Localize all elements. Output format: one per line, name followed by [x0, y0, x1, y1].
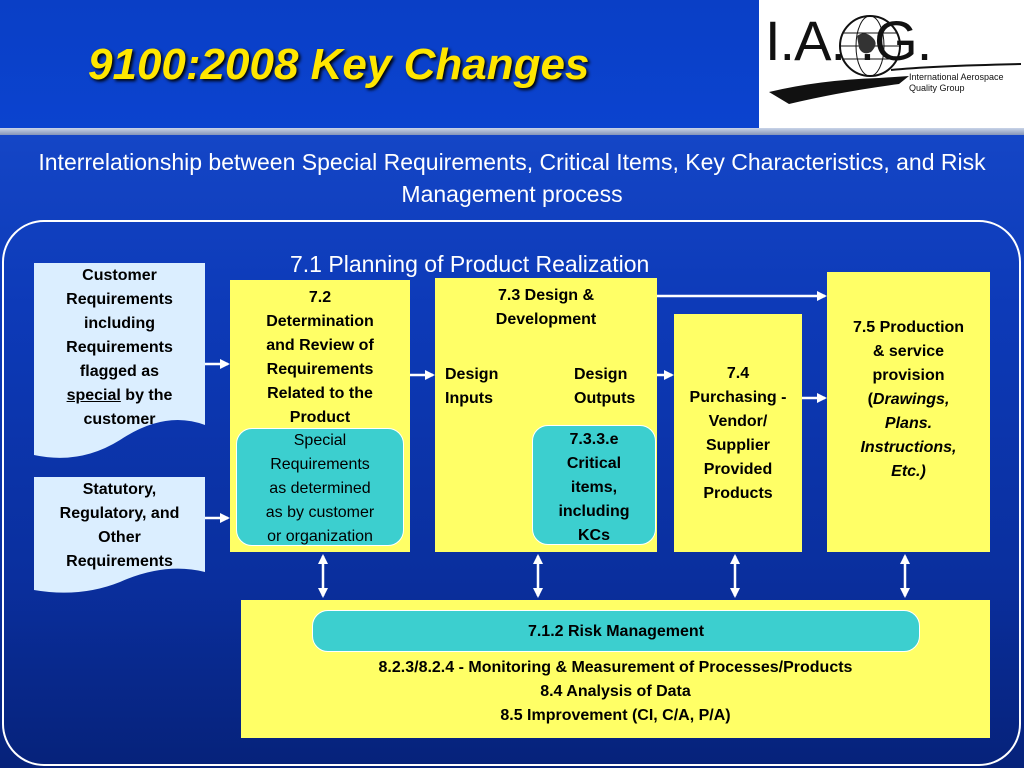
planning-label: 7.1 Planning of Product Realization [290, 251, 650, 277]
statutory-requirements-box: Statutory, Regulatory, and Other Requirements [59, 481, 180, 570]
customer-requirements-box: Customer Requirements including Requirements flagged as special by the customer [66, 267, 173, 428]
box-7-2-determination: 7.2 Determination and Review of Requirements Related to the Product [230, 280, 410, 552]
design-outputs-label: Design Outputs [574, 366, 636, 407]
critical-items-box: 7.3.3.e Critical items, including KCs [532, 425, 656, 545]
risk-management-bar: 7.1.2 Risk Management [312, 610, 920, 652]
box-7-5-production: 7.5 Production & service provision (Drawings, Plans. Instructions, Etc.) [827, 272, 990, 552]
design-inputs-label: Design Inputs [445, 366, 499, 407]
bottom-monitoring-box: 8.2.3/8.2.4 - Monitoring & Measurement of Processes/Products 8.4 Analysis of Data 8.5 Improvement (CI, C/A, P/A) [241, 600, 990, 738]
special-requirements-box: Special Requirements as determined as by customer or organization [236, 428, 404, 546]
logo-letters: I.A. .G. [765, 9, 932, 72]
box-7-4-purchasing: 7.4 Purchasing - Vendor/ Supplier Provided Products [674, 314, 802, 552]
slide-subtitle: Interrelationship between Special Requirements, Critical Items, Key Characteristics, and Risk Management process [38, 149, 986, 207]
box-7-3-design-development: 7.3 Design & Development [435, 278, 657, 552]
logo-tagline: International Aerospace Quality Group [909, 72, 1004, 93]
slide-title: 9100:2008 Key Changes [88, 40, 590, 89]
